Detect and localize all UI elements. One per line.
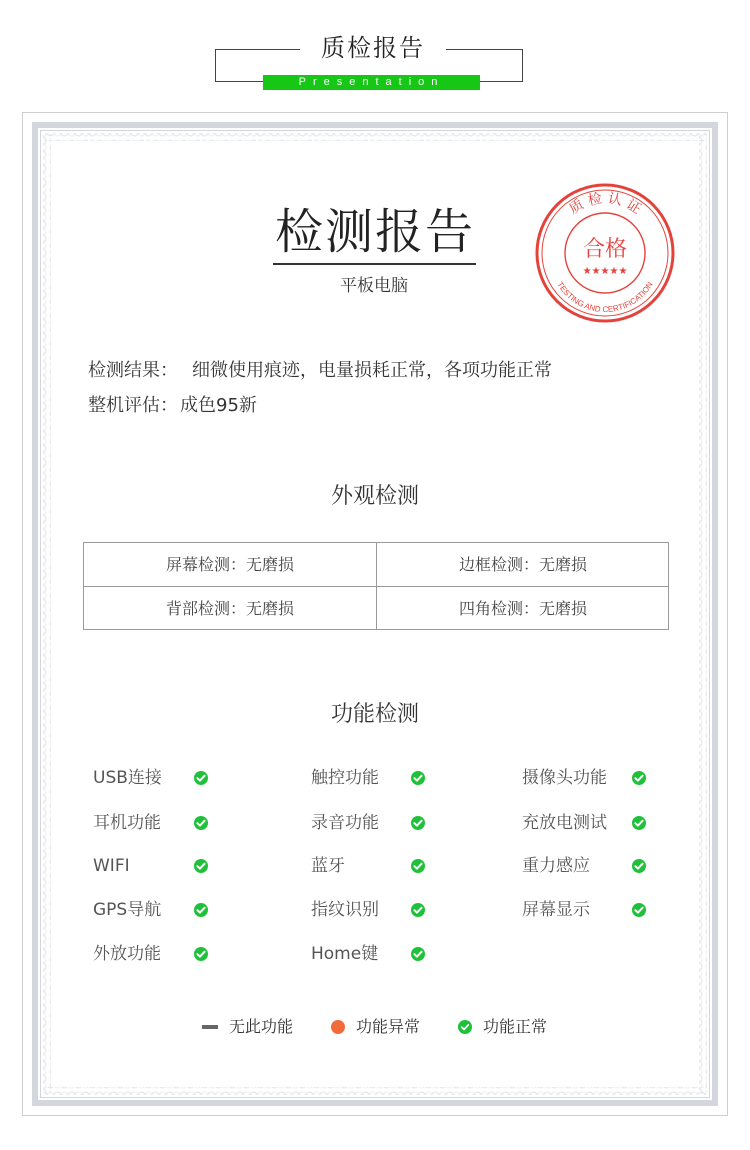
dash-icon: [202, 1025, 218, 1029]
svg-text:TESTING AND CERTIFICATION: [555, 280, 655, 314]
check-circle-icon: [410, 946, 426, 962]
appearance-cell-screen: 屏幕检测：无磨损: [165, 555, 294, 574]
function-label: 蓝牙: [311, 856, 345, 876]
check-circle-icon: [193, 902, 209, 918]
grade-result: [88, 393, 257, 419]
legend-abnormal-label: 功能异常: [356, 1017, 421, 1036]
check-circle-icon: [193, 858, 209, 874]
check-circle-icon: [193, 770, 209, 786]
header-title: 质检报告: [321, 34, 425, 62]
stamp-top-text: 质 检 认 证: [566, 190, 644, 218]
function-item: [311, 854, 428, 878]
function-label: Home键: [311, 944, 379, 964]
inspection-label: 检测结果：: [88, 360, 178, 381]
function-label: 屏幕显示: [522, 900, 590, 920]
function-label: USB连接: [93, 768, 162, 788]
check-circle-icon: [410, 858, 426, 874]
page-header: [0, 0, 750, 100]
inspection-value: 细微使用痕迹，电量损耗正常，各项功能正常: [192, 360, 552, 381]
function-label: WIFI: [93, 856, 130, 876]
check-circle-icon: [410, 902, 426, 918]
function-item: [522, 898, 649, 922]
function-item: [311, 766, 428, 790]
function-label: GPS导航: [93, 900, 162, 920]
check-circle-icon: [410, 770, 426, 786]
function-item: [93, 811, 211, 835]
appearance-table: [83, 542, 669, 630]
header-subtitle: Presentation: [263, 75, 480, 90]
grade-label: 整机评估：: [88, 395, 178, 416]
function-item: [311, 942, 428, 966]
stamp-center-text: 合格: [582, 237, 628, 262]
function-item: [93, 942, 211, 966]
function-label: 录音功能: [311, 813, 379, 833]
function-label: 指纹识别: [311, 900, 379, 920]
function-label: 充放电测试: [522, 813, 607, 833]
function-item: [93, 766, 211, 790]
appearance-cell-corners: 四角检测：无磨损: [458, 599, 587, 618]
grade-value: 成色95新: [180, 395, 257, 416]
check-circle-icon: [410, 815, 426, 831]
function-item: [93, 898, 211, 922]
check-circle-icon: [631, 858, 647, 874]
function-heading: 功能检测: [330, 702, 419, 727]
check-circle-icon: [631, 902, 647, 918]
report-title: 检测报告: [274, 204, 475, 260]
appearance-cell-back: 背部检测：无磨损: [165, 599, 294, 618]
appearance-heading: 外观检测: [330, 484, 419, 509]
function-label: 外放功能: [93, 944, 161, 964]
function-item: [311, 898, 428, 922]
check-circle-icon: [631, 815, 647, 831]
function-item: [522, 766, 649, 790]
function-label: 重力感应: [522, 856, 590, 876]
stamp-ring-text: TESTING AND CERTIFICATION: [555, 280, 655, 315]
check-circle-icon: [193, 946, 209, 962]
function-item: [522, 854, 649, 878]
function-label: 触控功能: [311, 768, 379, 788]
check-circle-icon: [193, 815, 209, 831]
orange-dot-icon: [331, 1020, 345, 1034]
function-item: [522, 811, 649, 835]
function-item: [311, 811, 428, 835]
legend-none-label: 无此功能: [229, 1017, 294, 1036]
appearance-cell-frame: 边框检测：无磨损: [458, 555, 587, 574]
title-underline: [273, 263, 476, 265]
function-label: 摄像头功能: [522, 768, 607, 788]
function-label: 耳机功能: [93, 813, 161, 833]
function-item: [93, 854, 211, 878]
check-circle-icon: [458, 1020, 472, 1034]
device-type: 平板电脑: [340, 276, 408, 296]
legend-normal-label: 功能正常: [483, 1017, 548, 1036]
inspection-result: [88, 358, 552, 384]
certification-stamp: [533, 182, 677, 324]
check-circle-icon: [631, 770, 647, 786]
stamp-stars: ★★★★★: [582, 266, 628, 277]
